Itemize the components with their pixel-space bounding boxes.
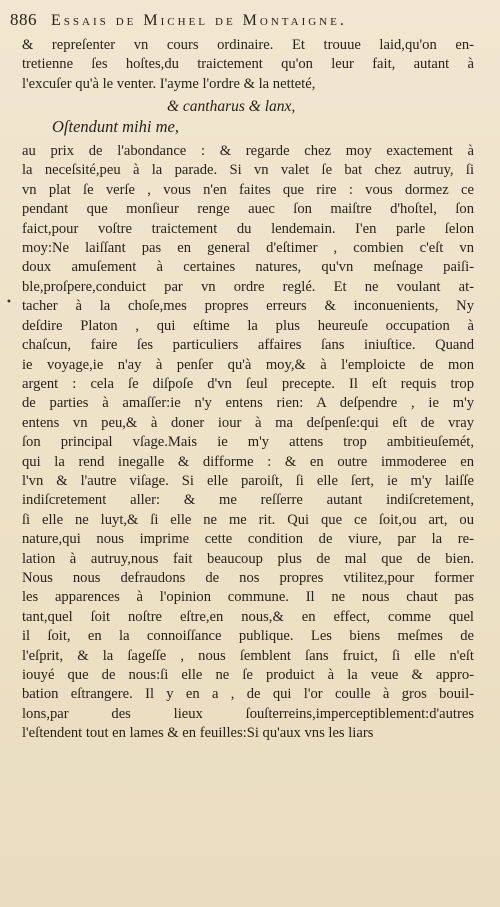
body-text (22, 36, 474, 744)
page-number: 886 (10, 10, 37, 29)
text-line: ſi elle ne luyt,& ſi elle ne me rit. Qui que ce ſoit,ou art, ou (22, 511, 474, 528)
text-line: de parties à amaſſer:ie n'y entens rien: A deſpendre , ie m'y (22, 395, 474, 412)
text-line: faict,pour voſtre traictement du lendemain. I'en parle ſelon (22, 220, 474, 237)
text-line: tant,quel ſoit noſtre eſtre,en nous,& en effect, comme quel (22, 608, 474, 625)
text-line: tacher à la choſe,mes propres erreurs & inconuenients, Ny (22, 298, 474, 315)
text-line: argent : cela ſe diſpoſe d'vn ſeul precepte. Il eſt requis trop (22, 375, 474, 392)
text-line: vn plat ſe verſe , vous n'en faites que rire : vous dormez ce (22, 181, 474, 198)
text-line: tretienne ſes hoſtes,du traictement qu'on leur fait, autant à (22, 56, 474, 73)
text-line: pendant que monſieur renge auec ſon maiſtre d'hoſtel, ſon (22, 201, 474, 218)
text-line: ie voyage,ie n'ay à penſer qu'à moy,& à l'emploicte de mon (22, 356, 474, 373)
text-line: deſdire Platon , qui eſtime la plus heureuſe occupation à (22, 317, 474, 334)
running-head: Essais de Michel de Montaigne. (51, 12, 347, 29)
text-line: au prix de l'abondance : & regarde chez moy exactement à (22, 143, 474, 160)
verse-line: Oſtendunt mihi me, (52, 116, 179, 136)
text-line: indiſcretement aller: & me reſſerre autant indiſcretement, (22, 492, 474, 509)
page-header (10, 10, 480, 34)
verse-line: & cantharus & lanx, (167, 98, 296, 116)
margin-mark: • (6, 297, 12, 308)
text-line: il ſoit, en la connoiſſance publique. Les biens meſmes de (22, 628, 474, 645)
text-line: chaſcun, faire ſes particuliers affaires ſans iniuſtice. Quand (22, 337, 474, 354)
text-line: qui la rend inegalle & difforme : & en outre immoderee en (22, 453, 474, 470)
text-line: l'eſtendent tout en lames & en feuilles:Si qu'aux vns les liars (22, 725, 374, 742)
text-line: iouyé que de nous:ſi elle ne ſe produict à la veue & appro- (22, 667, 474, 683)
text-line: doux amuſement à certaines natures, qu'vn meſnage paiſi- (22, 259, 474, 276)
text-line: ble,proſpere,conduict par vn ordre reglé. Et ne voulant at- (22, 278, 474, 295)
paragraph (22, 142, 474, 744)
text-line: entens vn peu,& à doner iour à ma deſpenſe:qui eſt de vray (22, 414, 474, 431)
text-line: nature,qui nous imprime cette condition de viure, par la re- (22, 531, 474, 548)
text-line: l'vn & l'autre viſage. Si elle paroiſt, ſi elle ſert, ie m'y laiſſe (22, 472, 474, 489)
text-line: l'eſprit, & la ſageſſe , nous ſemblent ſans fruict, ſi elle n'eſt (22, 647, 474, 664)
text-line: l'excuſer qu'à le venter. I'ayme l'ordre & la netteté, (22, 75, 316, 92)
text-line: les apparences à l'opinion commune. Il ne nous chaut pas (22, 589, 474, 606)
text-line: bation eſtrangere. Il y en a , de qui l'or coulle à gros bouil- (22, 686, 474, 703)
text-line: Nous nous defraudons de nos propres vtilitez,pour former (22, 569, 474, 586)
text-line: & repreſenter vn cours ordinaire. Et trouue laid,qu'on en- (22, 37, 474, 53)
text-line: lons,par des lieux ſouſterreins,imperceptiblement:d'autres (22, 705, 474, 722)
text-line: moy:Ne laiſſant pas en general d'eſtimer , combien c'eſt vn (22, 240, 474, 257)
text-line: la neceſsité,peu à la parade. Si vn valet ſe bat chez autruy, ſi (22, 162, 474, 179)
text-line: lation à autruy,nous fait beaucoup plus de mal que de bien. (22, 550, 474, 567)
text-line: ſon principal vſage.Mais ie m'y attens trop ambitieuſemét, (22, 434, 474, 451)
